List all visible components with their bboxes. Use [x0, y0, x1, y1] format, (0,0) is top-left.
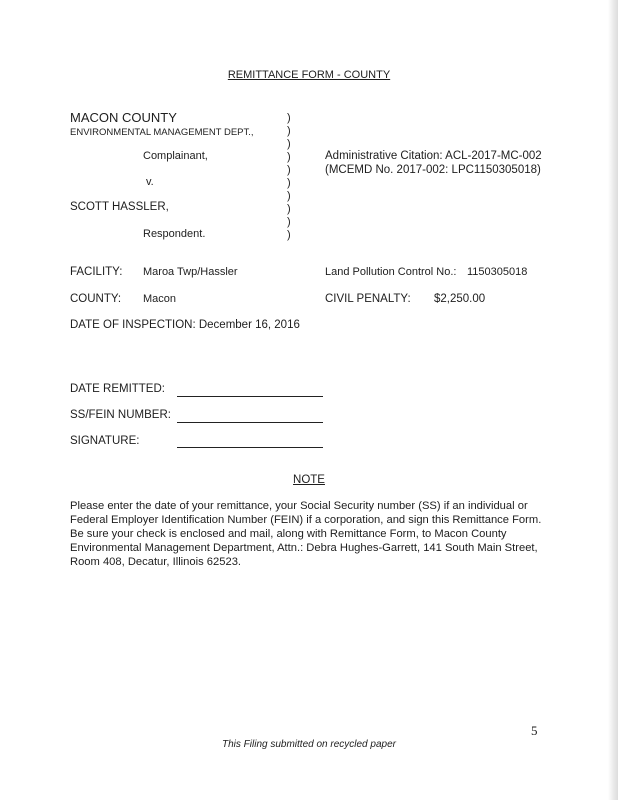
facility-label: FACILITY:: [70, 266, 123, 278]
party1-name: MACON COUNTY: [70, 110, 177, 125]
inspection-date: DATE OF INSPECTION: December 16, 2016: [70, 319, 300, 331]
citation-number: Administrative Citation: ACL-2017-MC-002: [325, 150, 542, 162]
caption-paren: ): [287, 138, 291, 150]
lpc-value: 1150305018: [467, 266, 528, 278]
scan-edge: [608, 0, 618, 800]
page-number: 5: [531, 723, 538, 738]
caption-paren: ): [287, 151, 291, 163]
caption-paren: ): [287, 203, 291, 215]
caption-paren: ): [287, 177, 291, 189]
facility-value: Maroa Twp/Hassler: [143, 266, 238, 278]
penalty-label: CIVIL PENALTY:: [325, 293, 411, 305]
county-value: Macon: [143, 293, 177, 305]
party1-dept: ENVIRONMENTAL MANAGEMENT DEPT.,: [70, 127, 254, 138]
ssfein-label: SS/FEIN NUMBER:: [70, 409, 171, 421]
note-heading: NOTE: [293, 474, 325, 486]
lpc-label: Land Pollution Control No.:: [325, 266, 457, 278]
signature-line[interactable]: [177, 447, 323, 448]
complainant-label: Complainant,: [143, 150, 208, 162]
caption-paren: ): [287, 229, 291, 241]
caption-paren: ): [287, 125, 291, 137]
ssfein-line[interactable]: [177, 422, 323, 423]
recycled-paper-notice: This Filing submitted on recycled paper: [222, 739, 396, 750]
date-remitted-line[interactable]: [177, 396, 323, 397]
note-body: Please enter the date of your remittance, your Social Security number (SS) if an individual or Federal Employer Identification Number (FEIN) if a corporation, and sign this Remittance Form. Be sure your check is enclosed and mail, along with Remittance Form, to Macon County Environmental Management Department, Attn.: Debra Hughes-Garrett, 141 South Main Street, Room 408, Decatur, Illinois 62523.: [70, 500, 542, 568]
caption-paren: ): [287, 190, 291, 202]
signature-label: SIGNATURE:: [70, 435, 140, 447]
caption-paren: ): [287, 216, 291, 228]
versus-label: v.: [146, 176, 154, 188]
date-remitted-label: DATE REMITTED:: [70, 383, 165, 395]
penalty-value: $2,250.00: [434, 293, 486, 305]
form-title: REMITTANCE FORM - COUNTY: [227, 69, 391, 81]
respondent-label: Respondent.: [143, 228, 206, 240]
caption-paren: ): [287, 164, 291, 176]
mcemd-number: (MCEMD No. 2017-002: LPC1150305018): [325, 164, 541, 176]
caption-paren: ): [287, 112, 291, 124]
county-label: COUNTY:: [70, 293, 122, 305]
party2-name: SCOTT HASSLER,: [70, 201, 169, 213]
